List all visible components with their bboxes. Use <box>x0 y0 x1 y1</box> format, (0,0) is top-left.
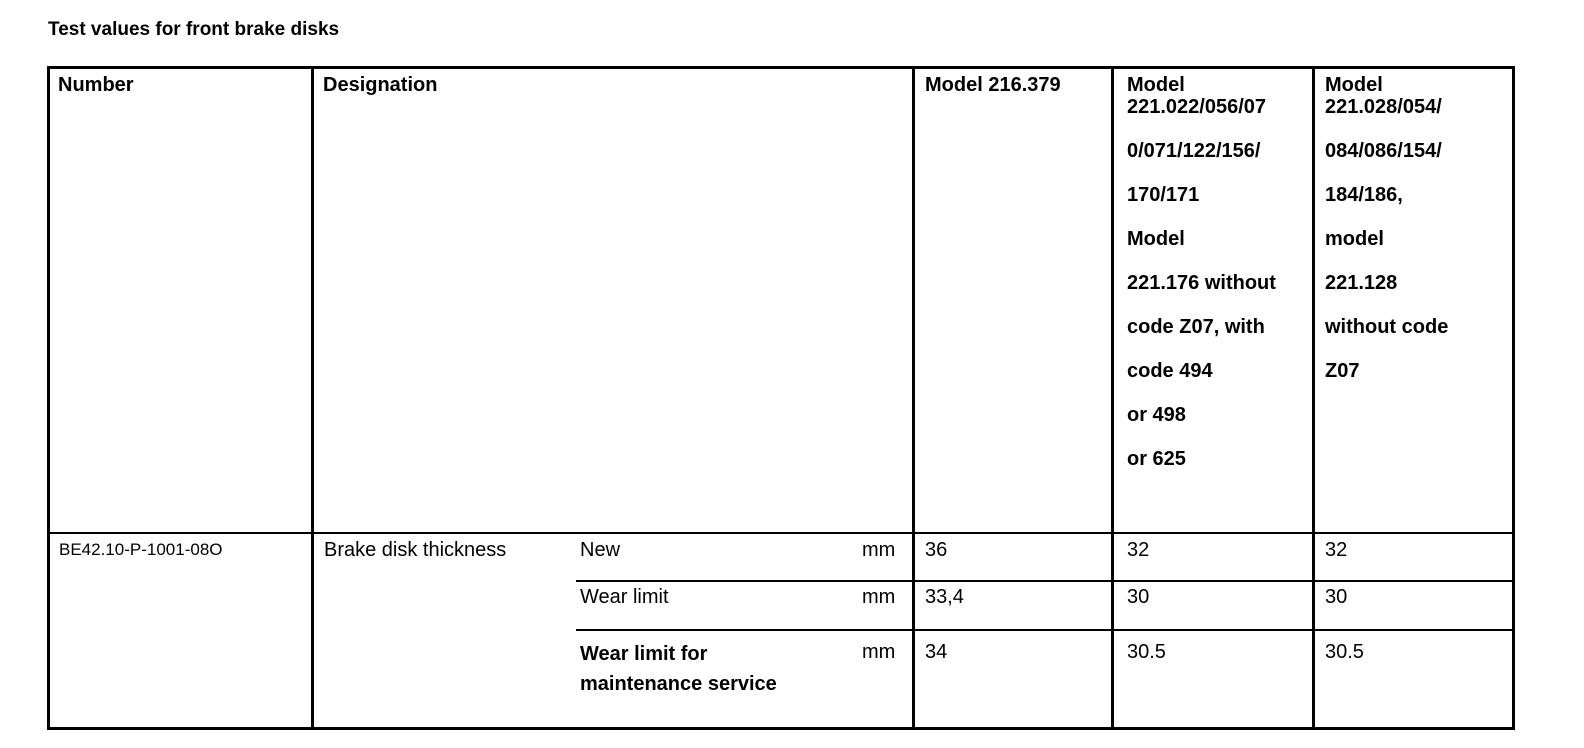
row-value-model-b: 30 <box>1127 586 1150 608</box>
header-designation: Designation <box>323 74 438 96</box>
header-model-a: Model 216.379 <box>925 74 1061 96</box>
row-value-model-b: 32 <box>1127 539 1150 561</box>
header-model-c-line: 221.028/054/ <box>1325 96 1442 118</box>
row-value-model-c: 30 <box>1325 586 1348 608</box>
row-value-model-c: 30.5 <box>1325 641 1364 663</box>
page-title: Test values for front brake disks <box>48 19 340 40</box>
header-number: Number <box>58 74 134 96</box>
header-model-c-line: without code <box>1325 316 1449 338</box>
header-model-b-line: Model <box>1127 228 1185 250</box>
table-divider <box>576 629 1515 631</box>
row-sub-label: New <box>580 539 621 561</box>
header-model-b-line: code 494 <box>1127 360 1213 382</box>
row-sub-label: Wear limit <box>580 586 669 608</box>
header-model-c-line: Z07 <box>1325 360 1360 382</box>
header-model-b-line: Model <box>1127 74 1185 96</box>
header-model-c-line: 084/086/154/ <box>1325 140 1442 162</box>
table-divider <box>311 66 314 730</box>
row-value-model-a: 33,4 <box>925 586 964 608</box>
row-sub-label-line2: maintenance service <box>580 673 777 695</box>
header-model-c <box>1325 74 1448 404</box>
header-model-b-line: 221.022/056/07 <box>1127 96 1267 118</box>
row-number: BE42.10-P-1001-08O <box>59 540 223 559</box>
row-value-model-b: 30.5 <box>1127 641 1166 663</box>
header-model-c-line: 221.128 <box>1325 272 1398 294</box>
row-unit: mm <box>862 539 896 561</box>
row-value-model-a: 36 <box>925 539 948 561</box>
header-model-c-line: model <box>1325 228 1384 250</box>
header-model-b-line: 221.176 without <box>1127 272 1276 294</box>
table-divider <box>47 532 1515 534</box>
header-model-b-line: or 625 <box>1127 448 1186 470</box>
header-model-c-line: Model <box>1325 74 1383 96</box>
header-model-c-line: 184/186, <box>1325 184 1403 206</box>
header-model-b <box>1127 74 1276 492</box>
header-model-b-line: 0/071/122/156/ <box>1127 140 1261 162</box>
header-model-b-line: or 498 <box>1127 404 1186 426</box>
table-divider <box>576 580 1515 582</box>
row-unit: mm <box>862 641 896 663</box>
row-value-model-c: 32 <box>1325 539 1348 561</box>
row-value-model-a: 34 <box>925 641 948 663</box>
header-model-b-line: 170/171 <box>1127 184 1200 206</box>
row-sub-label-line1: Wear limit for <box>580 643 708 665</box>
header-model-b-line: code Z07, with <box>1127 316 1265 338</box>
row-designation: Brake disk thickness <box>324 539 507 561</box>
row-unit: mm <box>862 586 896 608</box>
